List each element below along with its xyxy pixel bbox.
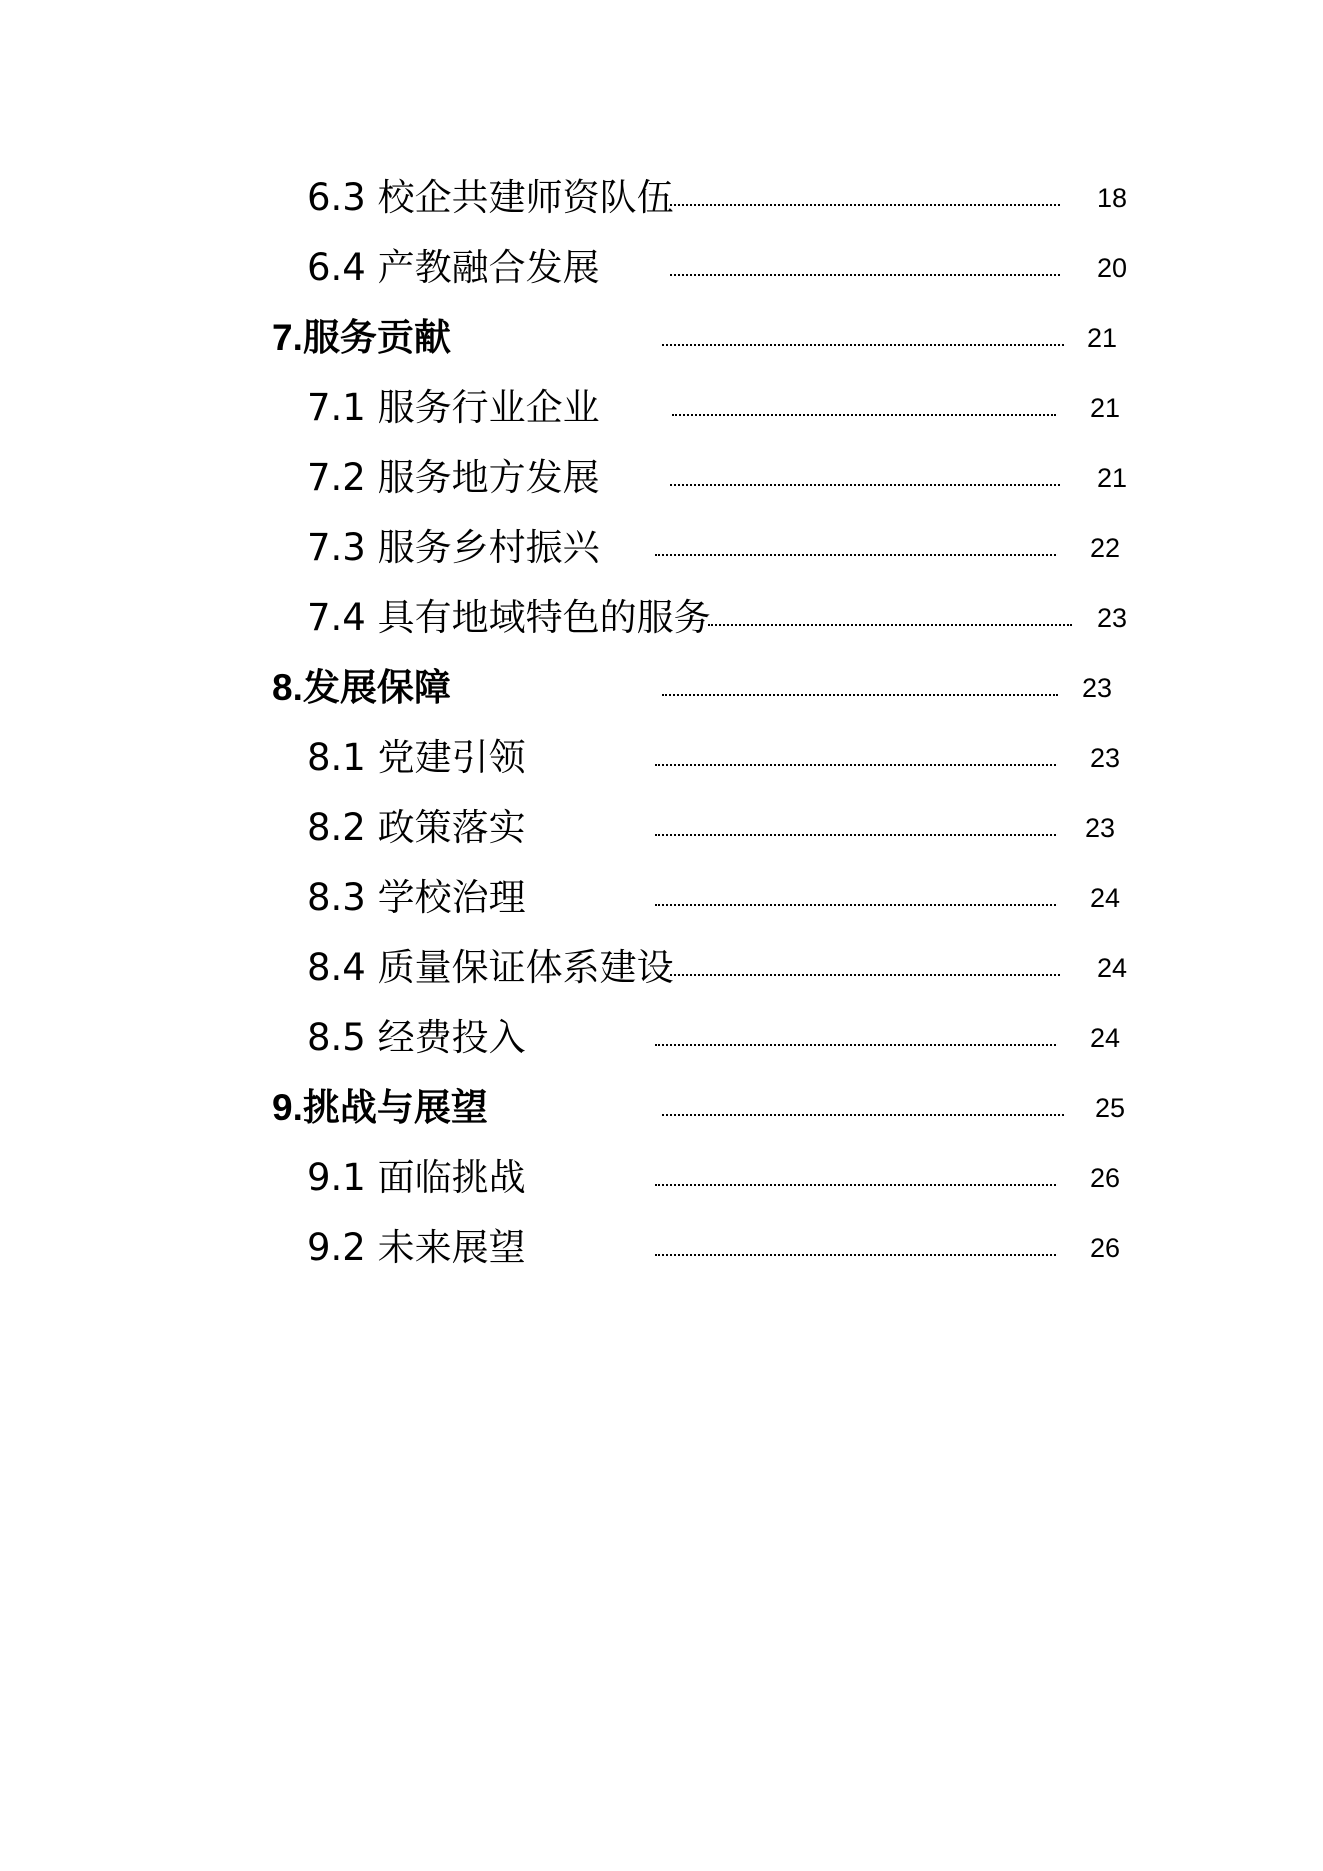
toc-entry-9[interactable] [0, 1078, 1323, 1138]
toc-page-number: 21 [1097, 463, 1128, 493]
toc-dot-leader [708, 624, 1072, 626]
toc-entry-label: 8.1 党建引领 [307, 736, 526, 779]
toc-entry-label: 7.1 服务行业企业 [307, 386, 600, 429]
toc-page-number: 24 [1090, 883, 1121, 913]
toc-page-number: 24 [1097, 953, 1128, 983]
toc-entry-7-1[interactable] [0, 378, 1323, 438]
toc-dot-leader [662, 344, 1064, 346]
toc-entry-7-2[interactable] [0, 448, 1323, 508]
toc-entry-label: 9.1 面临挑战 [307, 1156, 526, 1199]
toc-entry-label: 6.3 校企共建师资队伍 [307, 176, 674, 219]
toc-entry-label: 8.发展保障 [272, 667, 451, 708]
toc-dot-leader [662, 694, 1058, 696]
toc-dot-leader [655, 904, 1056, 906]
toc-page-number: 24 [1090, 1023, 1121, 1053]
toc-dot-leader [655, 1184, 1056, 1186]
toc-dot-leader [672, 414, 1056, 416]
toc-page-number: 23 [1082, 673, 1113, 703]
toc-page-number: 22 [1090, 533, 1121, 563]
toc-dot-leader [655, 1254, 1056, 1256]
toc-entry-label: 9.挑战与展望 [272, 1087, 488, 1128]
toc-entry-8-5[interactable] [0, 1008, 1323, 1068]
toc-entry-8-2[interactable] [0, 798, 1323, 858]
toc-entry-label: 7.4 具有地域特色的服务 [307, 596, 711, 639]
toc-entry-7[interactable] [0, 308, 1323, 368]
toc-dot-leader [655, 554, 1056, 556]
toc-entry-label: 8.3 学校治理 [307, 876, 526, 919]
toc-entry-label: 8.4 质量保证体系建设 [307, 946, 674, 989]
toc-entry-label: 6.4 产教融合发展 [307, 246, 600, 289]
toc-dot-leader [662, 1114, 1064, 1116]
toc-entry-9-2[interactable] [0, 1218, 1323, 1278]
toc-dot-leader [670, 204, 1060, 206]
toc-page-number: 23 [1085, 813, 1116, 843]
toc-dot-leader [670, 274, 1060, 276]
toc-entry-label: 7.服务贡献 [272, 317, 451, 358]
toc-entry-label: 7.2 服务地方发展 [307, 456, 600, 499]
toc-entry-9-1[interactable] [0, 1148, 1323, 1208]
toc-page-number: 26 [1090, 1233, 1121, 1263]
toc-entry-8-4[interactable] [0, 938, 1323, 998]
toc-page-number: 25 [1095, 1093, 1126, 1123]
toc-page-number: 20 [1097, 253, 1128, 283]
toc-entry-label: 7.3 服务乡村振兴 [307, 526, 600, 569]
toc-entry-8-3[interactable] [0, 868, 1323, 928]
toc-page-number: 26 [1090, 1163, 1121, 1193]
toc-dot-leader [670, 484, 1060, 486]
toc-dot-leader [655, 764, 1056, 766]
toc-page-number: 23 [1097, 603, 1128, 633]
toc-dot-leader [655, 834, 1056, 836]
toc-page-number: 21 [1090, 393, 1121, 423]
toc-page-number: 21 [1087, 323, 1118, 353]
toc-entry-label: 9.2 未来展望 [307, 1226, 526, 1269]
toc-entry-7-3[interactable] [0, 518, 1323, 578]
toc-entry-6-4[interactable] [0, 238, 1323, 298]
toc-dot-leader [670, 974, 1060, 976]
toc-entry-8-1[interactable] [0, 728, 1323, 788]
toc-entry-8[interactable] [0, 658, 1323, 718]
toc-page-number: 23 [1090, 743, 1121, 773]
toc-entry-label: 8.5 经费投入 [307, 1016, 526, 1059]
toc-entry-6-3[interactable] [0, 168, 1323, 228]
toc-entry-7-4[interactable] [0, 588, 1323, 648]
toc-page-number: 18 [1097, 183, 1128, 213]
toc-dot-leader [655, 1044, 1056, 1046]
toc-entry-label: 8.2 政策落实 [307, 806, 526, 849]
